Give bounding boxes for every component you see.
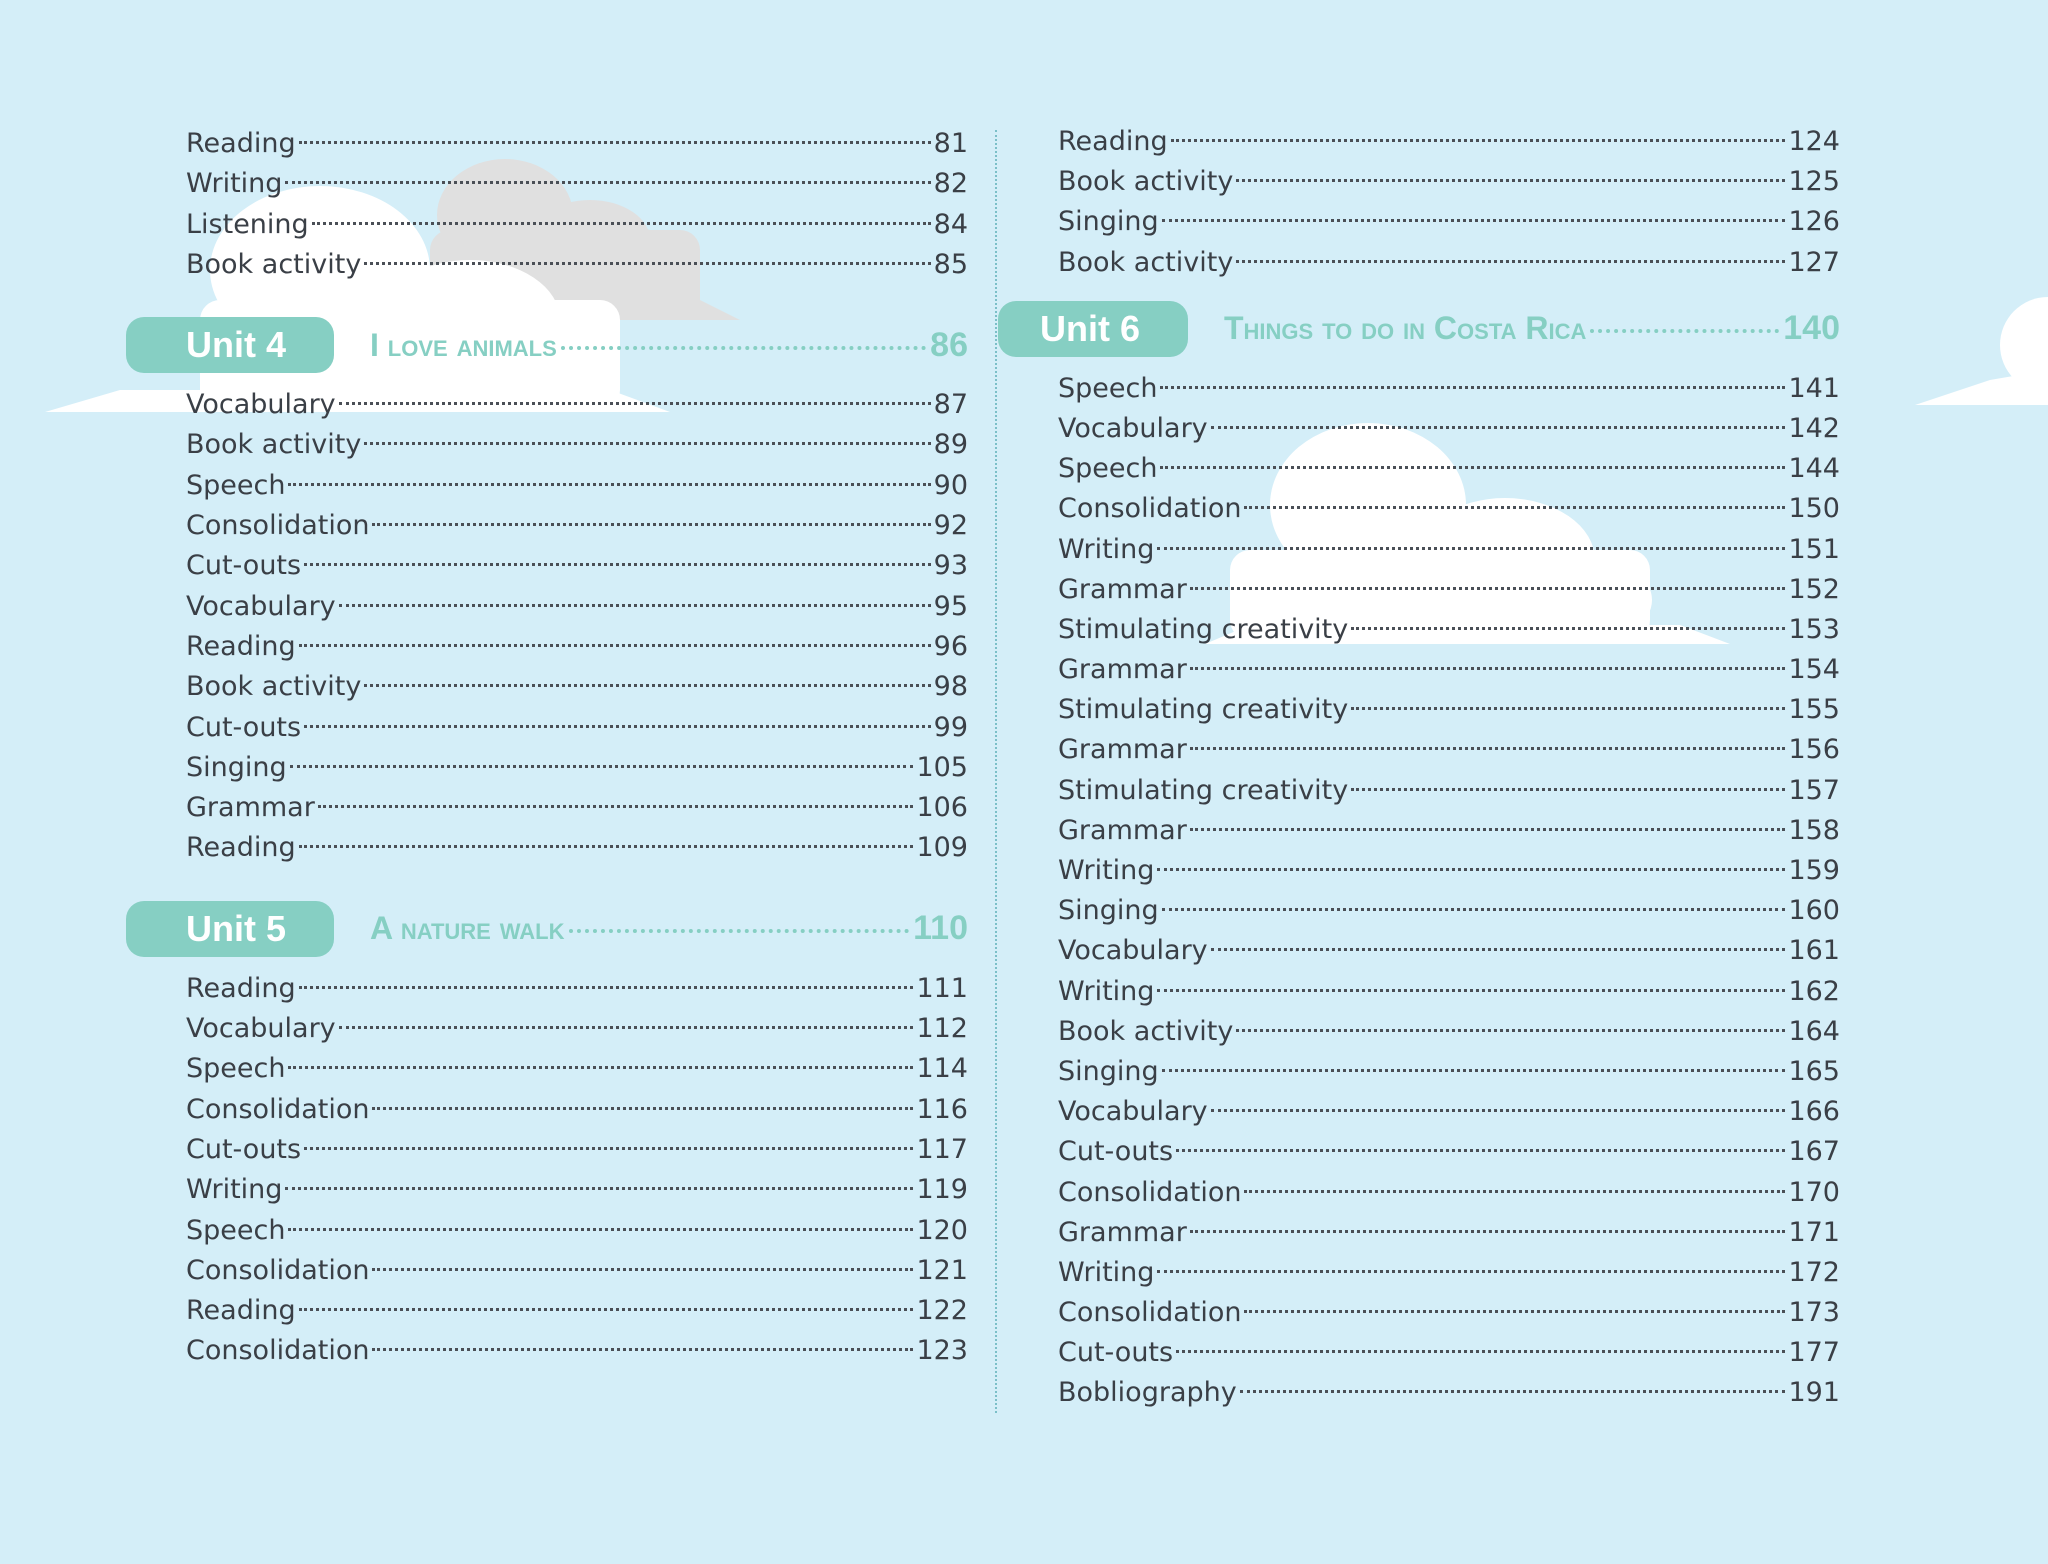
- entry-label: Consolidation: [186, 1093, 370, 1125]
- entry-page: 152: [1788, 573, 1840, 605]
- unit-4-heading[interactable]: [126, 317, 968, 373]
- entry-page: 112: [916, 1013, 968, 1045]
- dot-leader: [1162, 908, 1786, 911]
- entry-page: 117: [916, 1133, 968, 1165]
- entry-page: 93: [933, 550, 968, 582]
- dot-leader: [569, 929, 910, 933]
- toc-entry[interactable]: [186, 1211, 968, 1251]
- entry-page: 119: [916, 1174, 968, 1206]
- entry-page: 164: [1788, 1015, 1840, 1047]
- dot-leader: [1190, 587, 1786, 590]
- toc-entry[interactable]: [1058, 1373, 1840, 1413]
- dot-leader: [1171, 139, 1786, 142]
- toc-entry[interactable]: [186, 627, 968, 667]
- entry-page: 84: [933, 208, 968, 240]
- dot-leader: [339, 1026, 914, 1029]
- entry-page: 99: [933, 711, 968, 743]
- toc-entry[interactable]: [186, 1291, 968, 1331]
- entry-label: Speech: [1058, 372, 1158, 404]
- toc-entry[interactable]: [186, 1170, 968, 1210]
- entry-label: Speech: [1058, 453, 1158, 485]
- entry-label: Book activity: [186, 248, 362, 280]
- entry-page: 165: [1788, 1055, 1840, 1087]
- toc-entry[interactable]: [1058, 690, 1840, 730]
- unit-title: A nature walk: [370, 910, 565, 947]
- dot-leader: [1176, 1149, 1785, 1152]
- toc-entry[interactable]: [1058, 122, 1840, 162]
- entry-page: 170: [1788, 1176, 1840, 1208]
- toc-entry[interactable]: [1058, 1173, 1840, 1213]
- toc-entry[interactable]: [186, 1251, 968, 1291]
- entry-page: 95: [933, 590, 968, 622]
- unit-page: 140: [1783, 309, 1840, 348]
- unit-title-line: [370, 326, 968, 365]
- toc-entry[interactable]: [1058, 771, 1840, 811]
- toc-entry[interactable]: [1058, 1092, 1840, 1132]
- unit-title: Things to do in Costa Rica: [1224, 310, 1587, 347]
- entry-page: 81: [933, 128, 968, 159]
- entry-label: Vocabulary: [186, 590, 336, 622]
- entry-page: 116: [916, 1093, 968, 1125]
- dot-leader: [285, 181, 930, 184]
- dot-leader: [299, 845, 914, 848]
- toc-entry[interactable]: [1058, 1253, 1840, 1293]
- toc-entry[interactable]: [186, 466, 968, 506]
- entry-label: Singing: [1058, 206, 1159, 238]
- entry-page: 159: [1788, 855, 1840, 886]
- dot-leader: [1236, 1029, 1785, 1032]
- unit-5-heading[interactable]: [126, 901, 968, 957]
- dot-leader: [372, 1107, 913, 1110]
- toc-entry[interactable]: [186, 124, 968, 164]
- entry-label: Listening: [186, 208, 309, 240]
- entry-page: 111: [916, 972, 968, 1004]
- entry-label: Speech: [186, 1214, 286, 1246]
- dot-leader: [1211, 948, 1786, 951]
- unit-5-entries: [186, 969, 968, 1372]
- unit-title-line: [370, 909, 968, 948]
- entry-page: 167: [1788, 1136, 1840, 1168]
- dot-leader: [1244, 506, 1785, 509]
- toc-entry[interactable]: [1058, 449, 1840, 489]
- entry-label: Grammar: [1058, 1216, 1187, 1248]
- entry-label: Reading: [1058, 126, 1168, 157]
- entry-label: Vocabulary: [186, 1013, 336, 1045]
- toc-entry[interactable]: [186, 748, 968, 788]
- entry-label: Singing: [1058, 1055, 1159, 1087]
- dot-leader: [364, 684, 930, 687]
- entry-label: Writing: [1058, 855, 1155, 886]
- toc-entry[interactable]: [186, 425, 968, 465]
- dot-leader: [304, 725, 931, 728]
- dot-leader: [290, 765, 914, 768]
- toc-entry[interactable]: [1058, 530, 1840, 570]
- dot-leader: [304, 1147, 913, 1150]
- entry-page: 90: [933, 469, 968, 501]
- entry-page: 89: [933, 429, 968, 461]
- entry-page: 109: [916, 832, 968, 864]
- toc-right-column: [1040, 122, 1840, 1414]
- entry-page: 127: [1788, 246, 1840, 278]
- entry-label: Book activity: [1058, 246, 1234, 278]
- dot-leader: [1211, 426, 1786, 429]
- entry-page: 171: [1788, 1216, 1840, 1248]
- toc-entry[interactable]: [1058, 730, 1840, 770]
- right-intro-entries: [1058, 122, 1840, 283]
- entry-page: 158: [1788, 814, 1840, 846]
- toc-entry[interactable]: [1058, 570, 1840, 610]
- toc-entry[interactable]: [1058, 811, 1840, 851]
- toc-entry[interactable]: [1058, 369, 1840, 409]
- dot-leader: [1157, 989, 1785, 992]
- entry-page: 96: [933, 630, 968, 662]
- toc-entry[interactable]: [186, 506, 968, 546]
- entry-label: Stimulating creativity: [1058, 613, 1349, 645]
- entry-label: Consolidation: [1058, 1297, 1242, 1329]
- toc-entry[interactable]: [186, 164, 968, 204]
- entry-label: Singing: [186, 751, 287, 783]
- entry-label: Consolidation: [186, 510, 370, 542]
- toc-entry[interactable]: [186, 1009, 968, 1049]
- dot-leader: [1162, 1069, 1786, 1072]
- toc-entry[interactable]: [1058, 243, 1840, 283]
- entry-page: 114: [916, 1053, 968, 1085]
- toc-entry[interactable]: [1058, 1293, 1840, 1333]
- unit-6-heading[interactable]: [998, 301, 1840, 357]
- entry-page: 121: [916, 1254, 968, 1286]
- entry-label: Writing: [1058, 1256, 1155, 1288]
- dot-leader: [1236, 260, 1785, 263]
- entry-label: Bobliography: [1058, 1377, 1237, 1409]
- dot-leader: [318, 805, 914, 808]
- entry-page: 126: [1788, 206, 1840, 238]
- entry-page: 154: [1788, 654, 1840, 686]
- entry-label: Cut-outs: [1058, 1136, 1174, 1168]
- toc-entry[interactable]: [186, 587, 968, 627]
- entry-page: 177: [1788, 1337, 1840, 1369]
- entry-label: Book activity: [1058, 166, 1234, 198]
- toc-entry[interactable]: [186, 1090, 968, 1130]
- dot-leader: [1351, 707, 1785, 710]
- entry-label: Writing: [1058, 975, 1155, 1007]
- entry-label: Grammar: [1058, 573, 1187, 605]
- entry-label: Writing: [186, 168, 283, 200]
- dot-leader: [299, 644, 931, 647]
- entry-label: Reading: [186, 1295, 296, 1327]
- entry-label: Cut-outs: [1058, 1337, 1174, 1369]
- toc-entry[interactable]: [1058, 202, 1840, 242]
- dot-leader: [1351, 627, 1785, 630]
- dot-leader: [372, 523, 930, 526]
- dot-leader: [1240, 1390, 1786, 1393]
- entry-label: Speech: [186, 469, 286, 501]
- entry-label: Stimulating creativity: [1058, 774, 1349, 806]
- entry-label: Grammar: [1058, 814, 1187, 846]
- entry-label: Singing: [1058, 895, 1159, 927]
- toc-entry[interactable]: [186, 1130, 968, 1170]
- dot-leader: [1190, 1230, 1786, 1233]
- entry-label: Reading: [186, 972, 296, 1004]
- dot-leader: [339, 402, 931, 405]
- dot-leader: [288, 1066, 913, 1069]
- entry-page: 151: [1788, 533, 1840, 565]
- toc-left-column: [186, 124, 968, 1372]
- dot-leader: [1190, 828, 1786, 831]
- entry-label: Consolidation: [1058, 493, 1242, 525]
- dot-leader: [1157, 868, 1785, 871]
- entry-page: 123: [916, 1335, 968, 1367]
- dot-leader: [304, 563, 931, 566]
- entry-label: Consolidation: [1058, 1176, 1242, 1208]
- entry-label: Cut-outs: [186, 550, 302, 582]
- entry-page: 98: [933, 671, 968, 703]
- unit-title: I love animals: [370, 326, 557, 363]
- dot-leader: [299, 986, 914, 989]
- toc-entry[interactable]: [1058, 162, 1840, 202]
- toc-entry[interactable]: [186, 385, 968, 425]
- toc-entry[interactable]: [1058, 610, 1840, 650]
- toc-entry[interactable]: [186, 546, 968, 586]
- entry-label: Grammar: [186, 792, 315, 824]
- entry-label: Reading: [186, 128, 296, 159]
- white-cloud-edge: [1915, 297, 2048, 405]
- dot-leader: [1176, 1350, 1785, 1353]
- entry-page: 157: [1788, 774, 1840, 806]
- toc-entry[interactable]: [1058, 972, 1840, 1012]
- toc-entry[interactable]: [186, 828, 968, 868]
- toc-entry[interactable]: [186, 1331, 968, 1371]
- entry-page: 85: [933, 248, 968, 280]
- entry-label: Book activity: [186, 429, 362, 461]
- entry-page: 141: [1788, 372, 1840, 404]
- dot-leader: [1157, 1270, 1785, 1273]
- unit-6-entries: [1058, 369, 1840, 1414]
- entry-page: 161: [1788, 935, 1840, 967]
- entry-label: Writing: [1058, 533, 1155, 565]
- toc-entry[interactable]: [1058, 891, 1840, 931]
- entry-page: 82: [933, 168, 968, 200]
- entry-page: 162: [1788, 975, 1840, 1007]
- toc-entry[interactable]: [1058, 1132, 1840, 1172]
- entry-page: 106: [916, 792, 968, 824]
- entry-page: 153: [1788, 613, 1840, 645]
- toc-entry[interactable]: [1058, 409, 1840, 449]
- entry-page: 160: [1788, 895, 1840, 927]
- dot-leader: [1160, 386, 1785, 389]
- toc-entry[interactable]: [1058, 1333, 1840, 1373]
- entry-label: Writing: [186, 1174, 283, 1206]
- toc-entry[interactable]: [186, 1049, 968, 1089]
- entry-label: Vocabulary: [1058, 935, 1208, 967]
- entry-label: Speech: [186, 1053, 286, 1085]
- entry-page: 166: [1788, 1096, 1840, 1128]
- toc-entry[interactable]: [1058, 1052, 1840, 1092]
- entry-label: Vocabulary: [186, 389, 336, 421]
- entry-label: Consolidation: [186, 1335, 370, 1367]
- toc-entry[interactable]: [186, 708, 968, 748]
- entry-label: Cut-outs: [186, 1133, 302, 1165]
- dot-leader: [1190, 747, 1786, 750]
- entry-label: Book activity: [1058, 1015, 1234, 1047]
- unit-badge: Unit 4: [126, 317, 334, 373]
- dot-leader: [1236, 179, 1785, 182]
- entry-page: 144: [1788, 453, 1840, 485]
- dot-leader: [285, 1187, 913, 1190]
- toc-entry[interactable]: [186, 205, 968, 245]
- dot-leader: [364, 262, 930, 265]
- unit-page: 110: [913, 909, 968, 948]
- dot-leader: [1244, 1190, 1785, 1193]
- toc-entry[interactable]: [1058, 650, 1840, 690]
- unit-title-line: [1224, 309, 1840, 348]
- dot-leader: [364, 442, 930, 445]
- column-divider: [995, 130, 997, 1413]
- entry-page: 105: [916, 751, 968, 783]
- toc-entry[interactable]: [1058, 931, 1840, 971]
- dot-leader: [561, 346, 926, 350]
- dot-leader: [1211, 1109, 1786, 1112]
- entry-label: Consolidation: [186, 1254, 370, 1286]
- toc-entry[interactable]: [1058, 1213, 1840, 1253]
- entry-page: 150: [1788, 493, 1840, 525]
- entry-label: Book activity: [186, 671, 362, 703]
- entry-page: 155: [1788, 694, 1840, 726]
- entry-page: 172: [1788, 1256, 1840, 1288]
- entry-page: 92: [933, 510, 968, 542]
- entry-label: Cut-outs: [186, 711, 302, 743]
- entry-page: 122: [916, 1295, 968, 1327]
- entry-label: Grammar: [1058, 654, 1187, 686]
- dot-leader: [372, 1348, 913, 1351]
- dot-leader: [299, 141, 931, 144]
- toc-entry[interactable]: [186, 245, 968, 285]
- dot-leader: [1162, 219, 1786, 222]
- entry-page: 191: [1788, 1377, 1840, 1409]
- unit-badge: Unit 6: [998, 301, 1188, 357]
- entry-label: Reading: [186, 832, 296, 864]
- dot-leader: [1190, 667, 1786, 670]
- toc-entry[interactable]: [186, 667, 968, 707]
- toc-entry[interactable]: [1058, 489, 1840, 529]
- dot-leader: [1157, 547, 1785, 550]
- toc-entry[interactable]: [1058, 1012, 1840, 1052]
- left-intro-entries: [186, 124, 968, 285]
- dot-leader: [339, 604, 931, 607]
- dot-leader: [1244, 1310, 1785, 1313]
- entry-page: 173: [1788, 1297, 1840, 1329]
- unit-badge: Unit 5: [126, 901, 334, 957]
- dot-leader: [299, 1308, 914, 1311]
- entry-page: 125: [1788, 166, 1840, 198]
- dot-leader: [312, 222, 931, 225]
- entry-page: 124: [1788, 126, 1840, 157]
- unit-page: 86: [930, 325, 968, 364]
- toc-entry[interactable]: [186, 788, 968, 828]
- toc-entry[interactable]: [1058, 851, 1840, 891]
- toc-entry[interactable]: [186, 969, 968, 1009]
- unit-4-entries: [186, 385, 968, 869]
- entry-page: 120: [916, 1214, 968, 1246]
- dot-leader: [288, 1228, 913, 1231]
- dot-leader: [288, 483, 930, 486]
- dot-leader: [1351, 788, 1785, 791]
- dot-leader: [372, 1268, 913, 1271]
- entry-label: Stimulating creativity: [1058, 694, 1349, 726]
- entry-page: 142: [1788, 412, 1840, 444]
- entry-label: Grammar: [1058, 734, 1187, 766]
- entry-label: Vocabulary: [1058, 1096, 1208, 1128]
- dot-leader: [1160, 466, 1785, 469]
- dot-leader: [1590, 329, 1779, 333]
- entry-page: 156: [1788, 734, 1840, 766]
- entry-label: Reading: [186, 630, 296, 662]
- entry-label: Vocabulary: [1058, 412, 1208, 444]
- entry-page: 87: [933, 389, 968, 421]
